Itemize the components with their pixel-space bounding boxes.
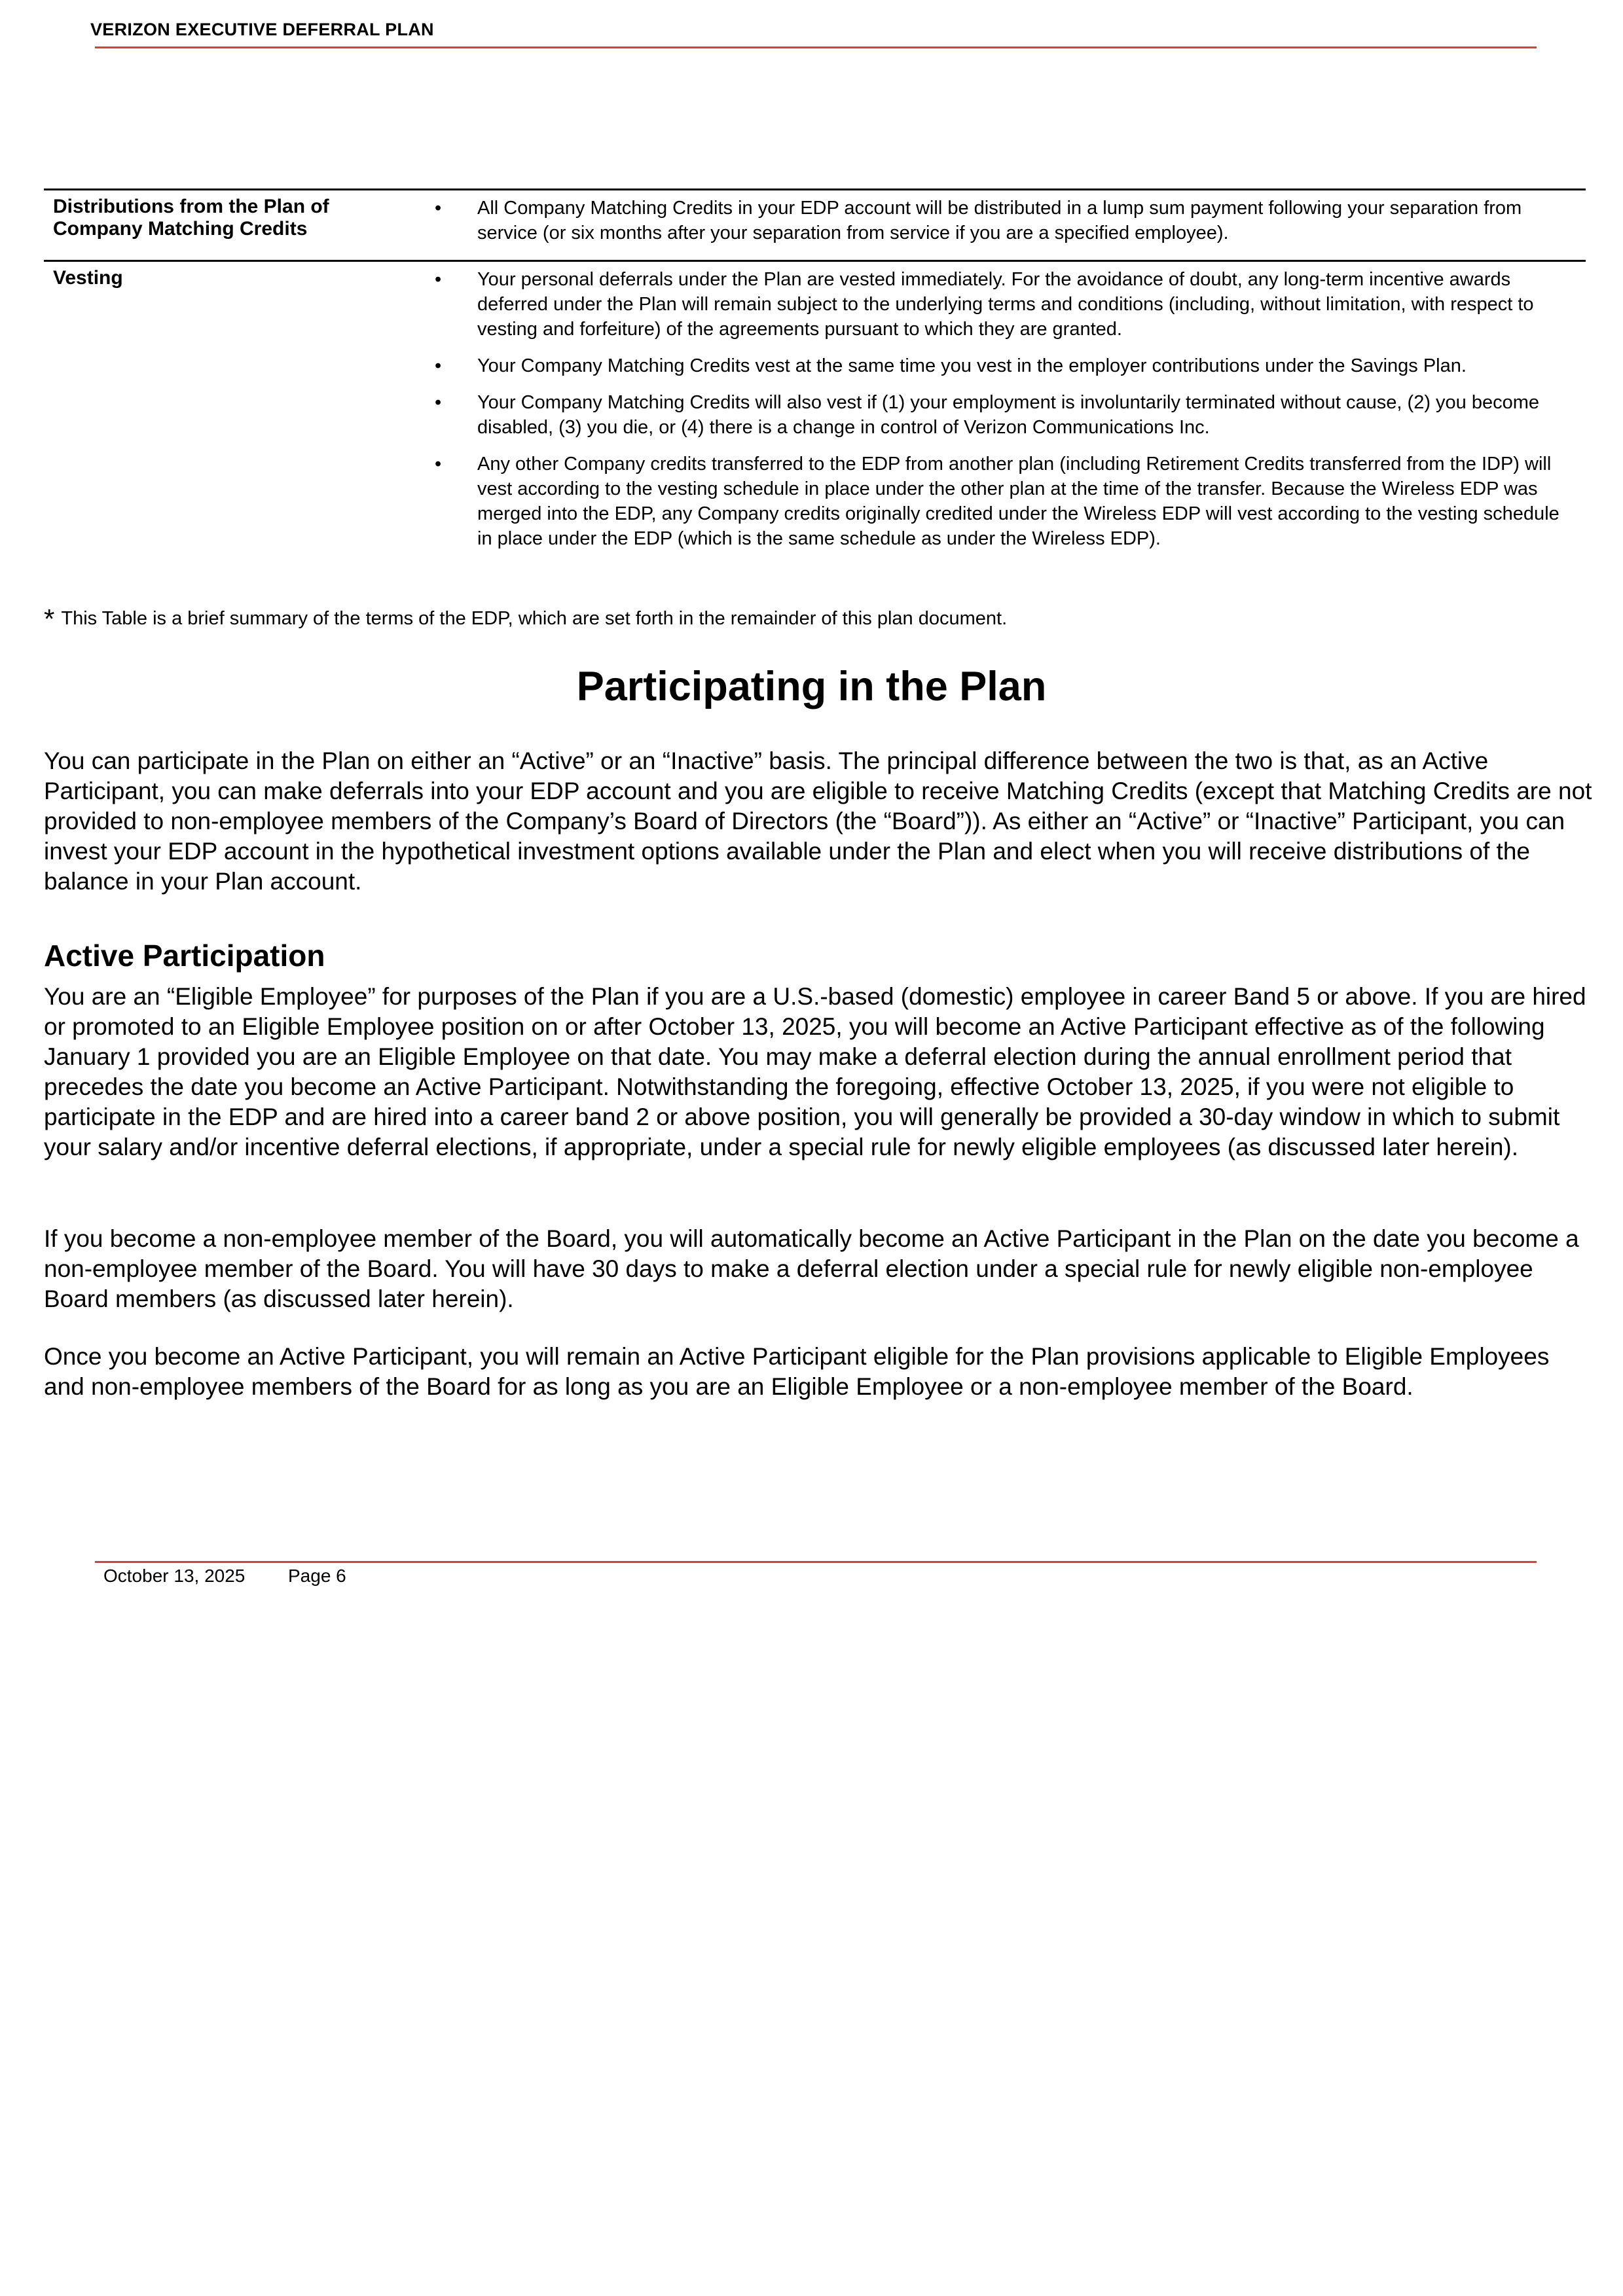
- bullet-marker: •: [435, 392, 442, 413]
- document-header-title: VERIZON EXECUTIVE DEFERRAL PLAN: [90, 20, 434, 39]
- bullet-list: [429, 267, 1578, 551]
- bullet-text: Your Company Matching Credits will also vest if (1) your employment is involuntarily terminated without cause, (2) you become disabled, (3) you die, or (4) there is a change in control of Verizon Communications Inc.: [477, 392, 1540, 438]
- row-label: Vesting: [53, 267, 123, 289]
- bullet-item: [429, 353, 1578, 378]
- bullet-item: [429, 452, 1578, 551]
- bullet-marker: •: [435, 269, 442, 290]
- header-rule: [95, 46, 1537, 48]
- bullet-text: Your Company Matching Credits vest at the same time you vest in the employer contributions under the Savings Plan.: [477, 355, 1467, 376]
- plan-summary-table: [44, 188, 1586, 565]
- table-footnote: [44, 603, 1007, 635]
- bullet-text: All Company Matching Credits in your EDP account will be distributed in a lump sum payment following your separation from service (or six months after your separation from service if you are a specified employee).: [477, 198, 1522, 243]
- body-paragraph: If you become a non-employee member of the Board, you will automatically become an Active Participant in the Plan on the date you become a non-employee member of the Board. You will have 30 days to make a deferral election under a special rule for newly eligible non-employee Board members (as discussed later herein).: [44, 1225, 1579, 1312]
- table-row: [44, 261, 1586, 566]
- row-label-cell: [44, 190, 420, 261]
- bullet-marker: •: [435, 355, 442, 376]
- bullet-item: [429, 267, 1578, 342]
- row-label-cell: [44, 261, 420, 566]
- bullet-text: Any other Company credits transferred to the EDP from another plan (including Retirement Credits transferred from the IDP) will vest according to the vesting schedule in place under the other plan at the time of the transfer. Because the Wireless EDP was merged into the EDP, any Company credits originally credited under the Wireless EDP will vest according to the vesting schedule in place under the EDP (which is the same schedule as under the Wireless EDP).: [477, 454, 1559, 549]
- table-row: [44, 190, 1586, 261]
- bullet-marker: •: [435, 198, 442, 219]
- bullet-list: [429, 196, 1578, 245]
- row-content-cell: [420, 261, 1586, 566]
- footer-page-number: Page 6: [288, 1566, 346, 1586]
- bullet-marker: •: [435, 454, 442, 475]
- subsection-title: Active Participation: [44, 939, 325, 973]
- bullet-item: [429, 196, 1578, 245]
- footnote-text: This Table is a brief summary of the terms of the EDP, which are set forth in the remainder of this plan document.: [61, 608, 1008, 629]
- body-paragraph: You are an “Eligible Employee” for purposes of the Plan if you are a U.S.-based (domestic) employee in career Band 5 or above. If you are hired or promoted to an Eligible Employee position on or after October 13, 2025, you will become an Active Participant effective as of the following January 1 provided you are an Eligible Employee on that date. You may make a deferral election during the annual enrollment period that precedes the date you become an Active Participant. Notwithstanding the foregoing, effective October 13, 2025, if you were not eligible to participate in the EDP and are hired into a career band 2 or above position, you will generally be provided a 30-day window in which to submit your salary and/or incentive deferral elections, if appropriate, under a special rule for newly eligible employees (as discussed later herein).: [44, 983, 1586, 1160]
- intro-paragraph: You can participate in the Plan on either an “Active” or an “Inactive” basis. The principal difference between the two is that, as an Active Participant, you can make deferrals into your EDP account and you are eligible to receive Matching Credits (except that Matching Credits are not provided to non-employee members of the Company’s Board of Directors (the “Board”)). As either an “Active” or “Inactive” Participant, you can invest your EDP account in the hypothetical investment options available under the Plan and elect when you will receive distributions of the balance in your Plan account.: [44, 747, 1592, 895]
- footer-rule: [95, 1561, 1537, 1563]
- body-paragraph: Once you become an Active Participant, you will remain an Active Participant eligible for the Plan provisions applicable to Eligible Employees and non-employee members of the Board for as long as you are an Eligible Employee or a non-employee member of the Board.: [44, 1343, 1550, 1400]
- bullet-text: Your personal deferrals under the Plan are vested immediately. For the avoidance of doubt, any long-term incentive awards deferred under the Plan will remain subject to the underlying terms and conditions (including, without limitation, with respect to vesting and forfeiture) of the agreements pursuant to which they are granted.: [477, 269, 1534, 340]
- bullet-item: [429, 390, 1578, 440]
- footer-date: October 13, 2025: [103, 1566, 246, 1586]
- section-title: Participating in the Plan: [576, 664, 1047, 709]
- footnote-marker: *: [44, 603, 55, 634]
- row-label: Distributions from the Plan of Company Matching Credits: [53, 196, 329, 240]
- row-content-cell: [420, 190, 1586, 261]
